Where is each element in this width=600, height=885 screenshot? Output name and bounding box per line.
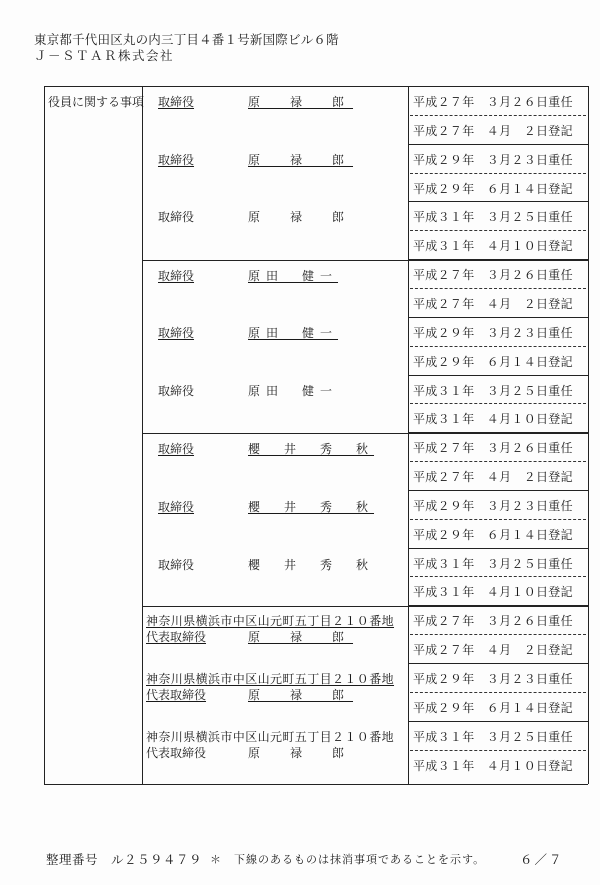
dashed-divider [410, 461, 586, 462]
row-divider [408, 259, 588, 260]
officer-name: 原 禄 郎 [248, 210, 354, 224]
date-cell: 平成２９年 ３月２３日重任 [413, 325, 573, 340]
date-cell: 平成３１年 ３月２５日重任 [413, 556, 573, 571]
date-cell: 平成２９年 ３月２３日重任 [413, 152, 573, 167]
dashed-divider [410, 576, 586, 577]
officer-name: 原田 健一 [248, 269, 339, 283]
row-divider [408, 721, 588, 722]
representative-role: 代表取締役 [146, 746, 207, 760]
date-cell: 平成２７年 ４月 ２日登記 [413, 296, 573, 311]
row-divider [408, 605, 588, 606]
date-cell: 平成２９年 ３月２３日重任 [413, 672, 573, 686]
dashed-divider [410, 230, 586, 231]
officer-name: 櫻 井 秀 秋 [248, 558, 375, 572]
dashed-divider [410, 173, 586, 174]
representative-address: 神奈川県横浜市中区山元町五丁目２１０番地 [146, 614, 395, 628]
officer-role: 取締役 [158, 210, 195, 224]
officer-role: 取締役 [158, 326, 195, 340]
date-cell: 平成２７年 ３月２６日重任 [413, 268, 573, 283]
footnote: ＊ 下線のあるものは抹消事項であることを示す。 [210, 853, 486, 866]
officer-name: 原田 健一 [248, 384, 339, 398]
date-cell: 平成２９年 ６月１４日登記 [413, 181, 573, 196]
date-cell: 平成３１年 ３月２５日重任 [413, 729, 573, 744]
date-cell: 平成２７年 ３月２６日重任 [413, 441, 573, 456]
dashed-divider [410, 346, 586, 347]
row-divider [408, 490, 588, 491]
block-separator [142, 260, 588, 261]
representative-name: 原 禄 郎 [248, 630, 354, 644]
officer-name: 原 禄 郎 [248, 95, 354, 109]
date-cell: 平成３１年 ４月１０日登記 [413, 585, 573, 600]
date-cell: 平成３１年 ４月１０日登記 [413, 758, 573, 773]
dashed-divider [410, 115, 586, 116]
dashed-divider [410, 403, 586, 404]
representative-name: 原 禄 郎 [248, 688, 354, 702]
row-divider [408, 548, 588, 549]
dashed-divider [410, 692, 586, 693]
label-column-divider [142, 86, 143, 784]
table-top-border [44, 86, 588, 87]
reference-number: 整理番号 ル２５９４７９ [46, 852, 203, 867]
row-divider [408, 432, 588, 433]
date-cell: 平成３１年 ４月１０日登記 [413, 239, 573, 254]
date-cell: 平成２９年 ６月１４日登記 [413, 527, 573, 542]
officer-role: 取締役 [158, 558, 195, 572]
date-cell: 平成２７年 ４月 ２日登記 [413, 123, 573, 138]
date-cell: 平成２７年 ３月２６日重任 [413, 614, 573, 629]
table-right-border [588, 86, 589, 784]
row-divider [408, 663, 588, 664]
officer-name: 原田 健一 [248, 326, 339, 340]
date-cell: 平成２７年 ４月 ２日登記 [413, 470, 573, 485]
row-divider [408, 317, 588, 318]
officer-role: 取締役 [158, 269, 195, 283]
officer-name: 原 禄 郎 [248, 153, 354, 167]
representative-role: 代表取締役 [146, 688, 207, 702]
row-divider [408, 144, 588, 145]
table-bottom-border [44, 784, 588, 785]
section-label: 役員に関する事項 [48, 95, 145, 109]
officer-role: 取締役 [158, 384, 195, 398]
representative-address: 神奈川県横浜市中区山元町五丁目２１０番地 [146, 672, 395, 686]
dashed-divider [410, 750, 586, 751]
officer-role: 取締役 [158, 153, 195, 167]
date-cell: 平成３１年 ３月２５日重任 [413, 383, 573, 398]
representative-name: 原 禄 郎 [248, 746, 354, 760]
company-name: Ｊ－ＳＴＡＲ株式会社 [34, 48, 175, 63]
officer-name: 櫻 井 秀 秋 [248, 500, 375, 514]
dashed-divider [410, 519, 586, 520]
date-cell: 平成３１年 ３月２５日重任 [413, 210, 573, 225]
date-cell: 平成３１年 ４月１０日登記 [413, 412, 573, 427]
officer-role: 取締役 [158, 442, 195, 456]
dashed-divider [410, 288, 586, 289]
date-cell: 平成２９年 ６月１４日登記 [413, 700, 573, 715]
officer-name: 櫻 井 秀 秋 [248, 442, 375, 456]
officer-role: 取締役 [158, 95, 195, 109]
representative-address: 神奈川県横浜市中区山元町五丁目２１０番地 [146, 730, 395, 744]
row-divider [408, 375, 588, 376]
date-cell: 平成２９年 ３月２３日重任 [413, 498, 573, 513]
date-cell: 平成２９年 ６月１４日登記 [413, 354, 573, 369]
dashed-divider [410, 634, 586, 635]
representative-role: 代表取締役 [146, 630, 207, 644]
table-left-border [44, 86, 45, 784]
officer-role: 取締役 [158, 500, 195, 514]
date-column-divider [408, 86, 409, 784]
page-number: ６／７ [520, 852, 564, 867]
row-divider [408, 201, 588, 202]
date-cell: 平成２７年 ３月２６日重任 [413, 95, 573, 109]
company-address: 東京都千代田区丸の内三丁目４番１号新国際ビル６階 [34, 32, 339, 47]
date-cell: 平成２７年 ４月 ２日登記 [413, 643, 573, 658]
